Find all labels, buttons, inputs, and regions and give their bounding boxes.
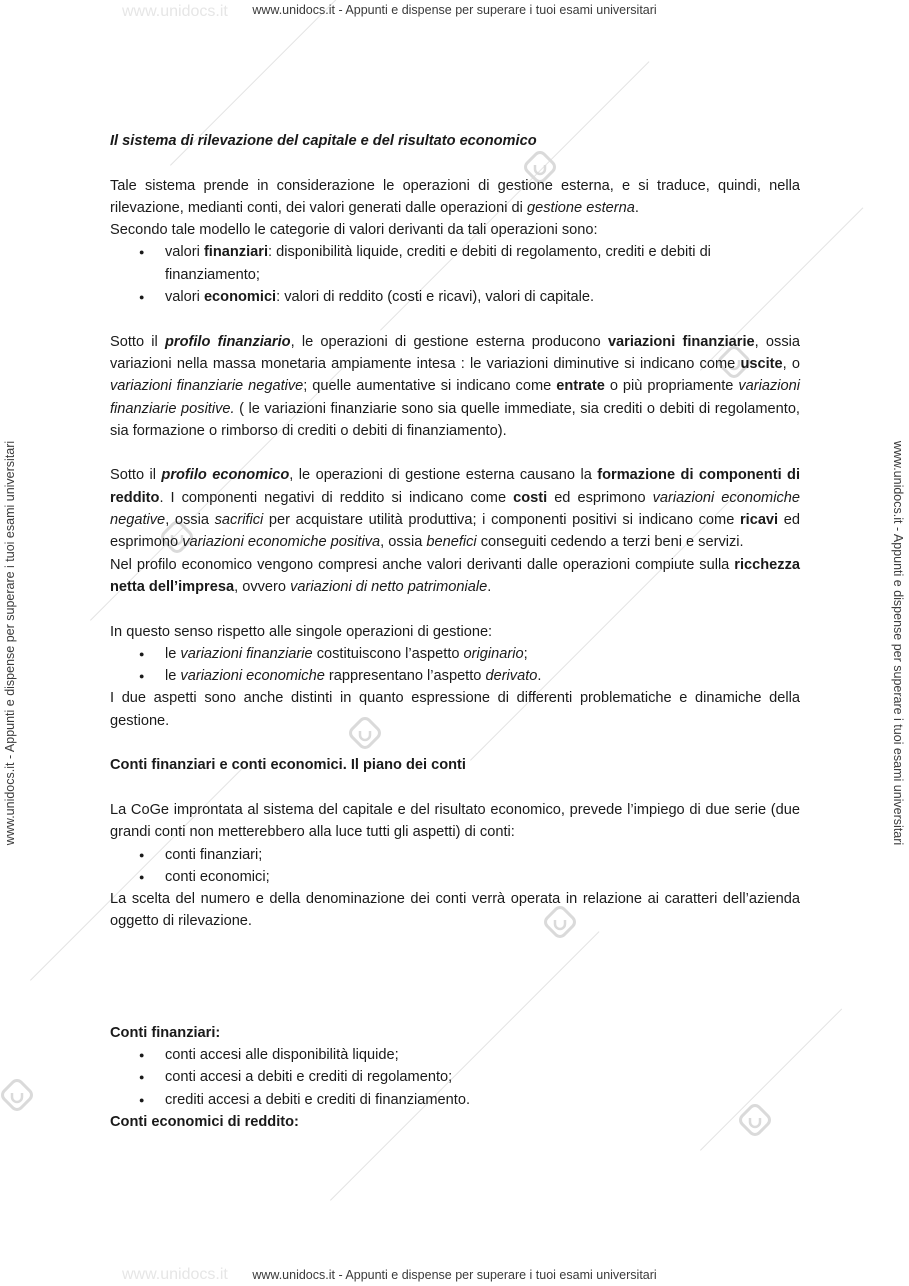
intro-categories: Secondo tale modello le categorie di valori derivanti da tali operazioni sono:: [110, 222, 598, 239]
unidocs-logo-icon: [0, 1078, 34, 1112]
bold-run: entrate: [556, 378, 605, 395]
text-run: .: [487, 578, 492, 595]
bold-run: costi: [513, 489, 548, 506]
list-item: ● crediti accesi a debiti e crediti di finanziamento.: [165, 1089, 800, 1111]
italic-run: derivato: [485, 668, 538, 685]
text-run: , le operazioni di gestione esterna causano la: [289, 467, 598, 484]
list-item: ● conti economici;: [165, 866, 800, 888]
italic-run: variazioni finanziarie positive.: [110, 378, 800, 417]
text-run: . I componenti negativi di reddito si indicano come: [159, 489, 514, 506]
ricchezza-netta-paragraph: [110, 554, 800, 599]
section-heading-conti-economici: Conti economici di reddito:: [110, 1114, 299, 1131]
list-item: [165, 643, 800, 665]
section-heading-conti-finanziari: Conti finanziari:: [110, 1024, 221, 1041]
header-watermark: www.unidocs.it - Appunti e dispense per superare i tuoi esami universitari: [252, 3, 657, 17]
text-run: Sotto il: [110, 333, 165, 350]
conti-scelta-paragraph: La scelta del numero e della denominazione dei conti verrà operata in relazione ai caratteri dell’azienda oggetto di rilevazione.: [110, 891, 800, 930]
text-run: .: [537, 668, 542, 685]
text-run: Nel profilo economico vengono compresi anche valori derivanti dalle operazioni compiute sulla: [110, 556, 735, 573]
bold-run: finanziari: [203, 244, 268, 261]
text-run: , ossia: [165, 512, 215, 529]
list-item: ● conti accesi alle disponibilità liquide;: [165, 1044, 800, 1066]
text-run: : disponibilità liquide, crediti e debiti di regolamento, crediti e debiti di finanziamento;: [165, 244, 711, 283]
list-item: ● conti accesi a debiti e crediti di regolamento;: [165, 1066, 800, 1088]
text-run: : valori di reddito (costi e ricavi), valori di capitale.: [276, 289, 595, 306]
text-run: o più propriamente: [604, 378, 739, 395]
text-run: , ossia: [380, 534, 427, 551]
senso-closing: I due aspetti sono anche distinti in quanto espressione di differenti problematiche e dinamiche della gestione.: [110, 690, 800, 729]
text-run: Sotto il: [110, 467, 162, 484]
text-run: valori: [165, 289, 204, 306]
categories-list: [110, 241, 800, 308]
italic-run: variazioni economiche: [180, 668, 325, 685]
text-run: ( le variazioni finanziarie sono sia quelle immediate, sia crediti o debiti di regolamento, sia formazione o rimborso di crediti o debiti di finanziamento).: [110, 400, 800, 439]
list-item: [165, 241, 800, 286]
italic-run: gestione esterna: [526, 199, 635, 216]
bold-run: ricchezza netta dell’impresa: [110, 556, 800, 595]
intro-paragraph: [110, 175, 800, 220]
watermark-ghost: www.unidocs.it: [122, 1266, 228, 1283]
right-watermark: www.unidocs.it - Appunti e dispense per superare i tuoi esami universitari: [891, 440, 905, 846]
bold-run: uscite: [740, 355, 783, 372]
italic-run: sacrifici: [214, 512, 264, 529]
text-run: valori: [165, 244, 204, 261]
aspetti-list: [110, 643, 800, 688]
text-run: , le operazioni di gestione esterna producono: [290, 333, 608, 350]
section-heading-conti: Conti finanziari e conti economici. Il piano dei conti: [110, 757, 466, 774]
text-run: .: [634, 199, 639, 216]
italic-run: benefici: [426, 534, 477, 551]
watermark-ghost: www.unidocs.it: [122, 3, 228, 20]
list-item: [165, 286, 800, 308]
left-watermark: www.unidocs.it - Appunti e dispense per superare i tuoi esami universitari: [3, 440, 17, 846]
bold-italic-run: profilo economico: [161, 467, 290, 484]
list-item: [165, 665, 800, 687]
bold-run: ricavi: [739, 512, 779, 529]
document-body: [110, 130, 800, 1133]
text-run: Tale sistema prende in considerazione le operazioni di gestione esterna, e si traduce, quindi, nella rilevazione, medianti conti, dei valori generati dalle operazioni di: [110, 177, 800, 216]
text-run: , o: [782, 355, 800, 372]
text-run: ed esprimono: [547, 489, 653, 506]
italic-run: variazioni finanziarie: [180, 645, 313, 662]
text-run: le: [165, 668, 181, 685]
page-title: Il sistema di rilevazione del capitale e del risultato economico: [110, 133, 537, 149]
profilo-economico-paragraph: [110, 464, 800, 553]
text-run: conseguiti cedendo a terzi beni e servizi.: [476, 534, 744, 551]
text-run: , ossia variazioni nella massa monetaria ampiamente intesa : le variazioni diminutive si indicano come: [110, 333, 800, 372]
conti-finanziari-list: [110, 1044, 800, 1111]
text-run: , ovvero: [234, 578, 291, 595]
conti-paragraph: La CoGe improntata al sistema del capitale e del risultato economico, prevede l’impiego di due serie (due grandi conti non metterebbero alla luce tutti gli aspetti) di conti:: [110, 801, 800, 841]
text-run: costituiscono l’aspetto: [312, 645, 464, 662]
profilo-finanziario-paragraph: [110, 331, 800, 442]
italic-run: variazioni economiche positiva: [182, 534, 381, 551]
italic-run: variazioni finanziarie negative: [110, 378, 304, 395]
text-run: ; quelle aumentative si indicano come: [303, 378, 557, 395]
bold-run: formazione di componenti di reddito: [110, 467, 801, 506]
italic-run: variazioni economiche negative: [110, 489, 800, 529]
bold-run: economici: [203, 289, 277, 306]
senso-intro: In questo senso rispetto alle singole operazioni di gestione:: [110, 623, 493, 640]
italic-run: originario: [463, 645, 524, 662]
conti-list: [110, 844, 800, 889]
text-run: ;: [523, 645, 528, 662]
bold-italic-run: profilo finanziario: [164, 333, 291, 350]
footer-watermark: www.unidocs.it - Appunti e dispense per superare i tuoi esami universitari: [252, 1268, 657, 1282]
italic-run: variazioni di netto patrimoniale: [290, 578, 488, 595]
text-run: per acquistare utilità produttiva; i componenti positivi si indicano come: [263, 512, 740, 529]
list-item: ● conti finanziari;: [165, 844, 800, 866]
bold-run: variazioni finanziarie: [607, 333, 755, 350]
text-run: le: [165, 645, 181, 662]
text-run: ed esprimono: [110, 512, 800, 551]
text-run: rappresentano l’aspetto: [324, 668, 486, 685]
